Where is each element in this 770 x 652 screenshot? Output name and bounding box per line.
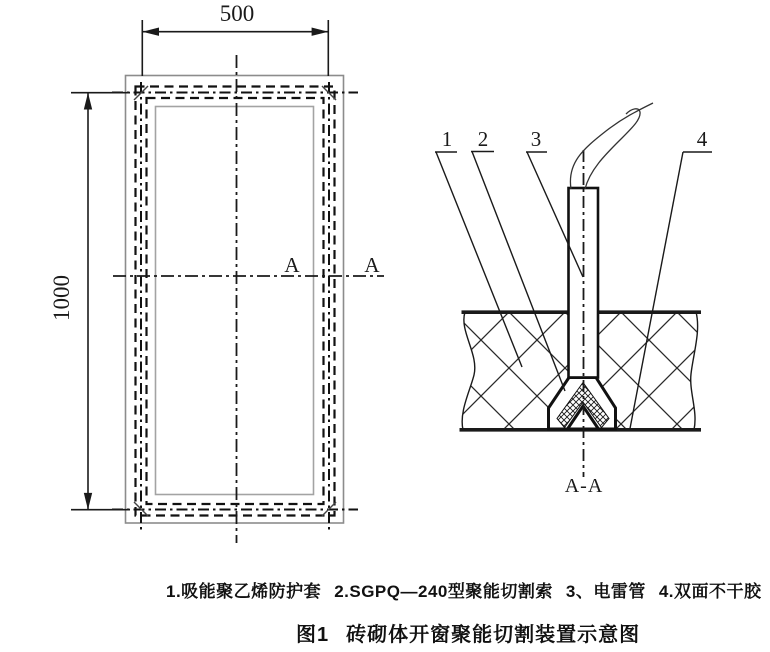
- cutting-cord-band-inner-dashed: [147, 98, 324, 504]
- figure-caption-prefix: 图1: [296, 624, 330, 646]
- width-dimension-label: 500: [219, 1, 255, 26]
- section-view-title: A-A: [564, 475, 604, 497]
- section-marker-right: A: [364, 253, 380, 277]
- frame-outer-rect: [126, 76, 344, 524]
- height-dimension: [49, 93, 130, 510]
- band-centerlines: [112, 82, 358, 532]
- figure-caption-title: 砖砌体开窗聚能切割装置示意图: [346, 624, 641, 646]
- legend-item-4: 4.双面不干胶: [658, 582, 762, 601]
- dim-arrow-down: [84, 493, 92, 510]
- legend-item-2: 2.SGPQ—240型聚能切割索: [334, 582, 553, 601]
- callout-3: 3: [530, 127, 542, 151]
- front-view: [49, 1, 384, 543]
- callout-1: 1: [441, 127, 453, 151]
- cutting-cord-band-outer-dashed: [136, 87, 335, 516]
- dim-arrow-up: [84, 93, 92, 110]
- callout-4: 4: [696, 127, 708, 151]
- band-corner-ticks: [134, 86, 336, 516]
- section-view: [435, 103, 712, 497]
- dim-arrow-left: [142, 28, 159, 36]
- width-dimension: [142, 1, 328, 76]
- frame-inner-rect: [156, 107, 314, 495]
- legend-item-1: 1.吸能聚乙烯防护套: [166, 582, 322, 601]
- dim-arrow-right: [312, 28, 329, 36]
- height-dimension-label: 1000: [49, 275, 74, 321]
- callout-2: 2: [477, 127, 489, 151]
- legend-item-3: 3、电雷管: [565, 582, 646, 601]
- legend: [166, 577, 762, 602]
- section-marker-left: A: [284, 253, 300, 277]
- figure-caption: [296, 618, 640, 647]
